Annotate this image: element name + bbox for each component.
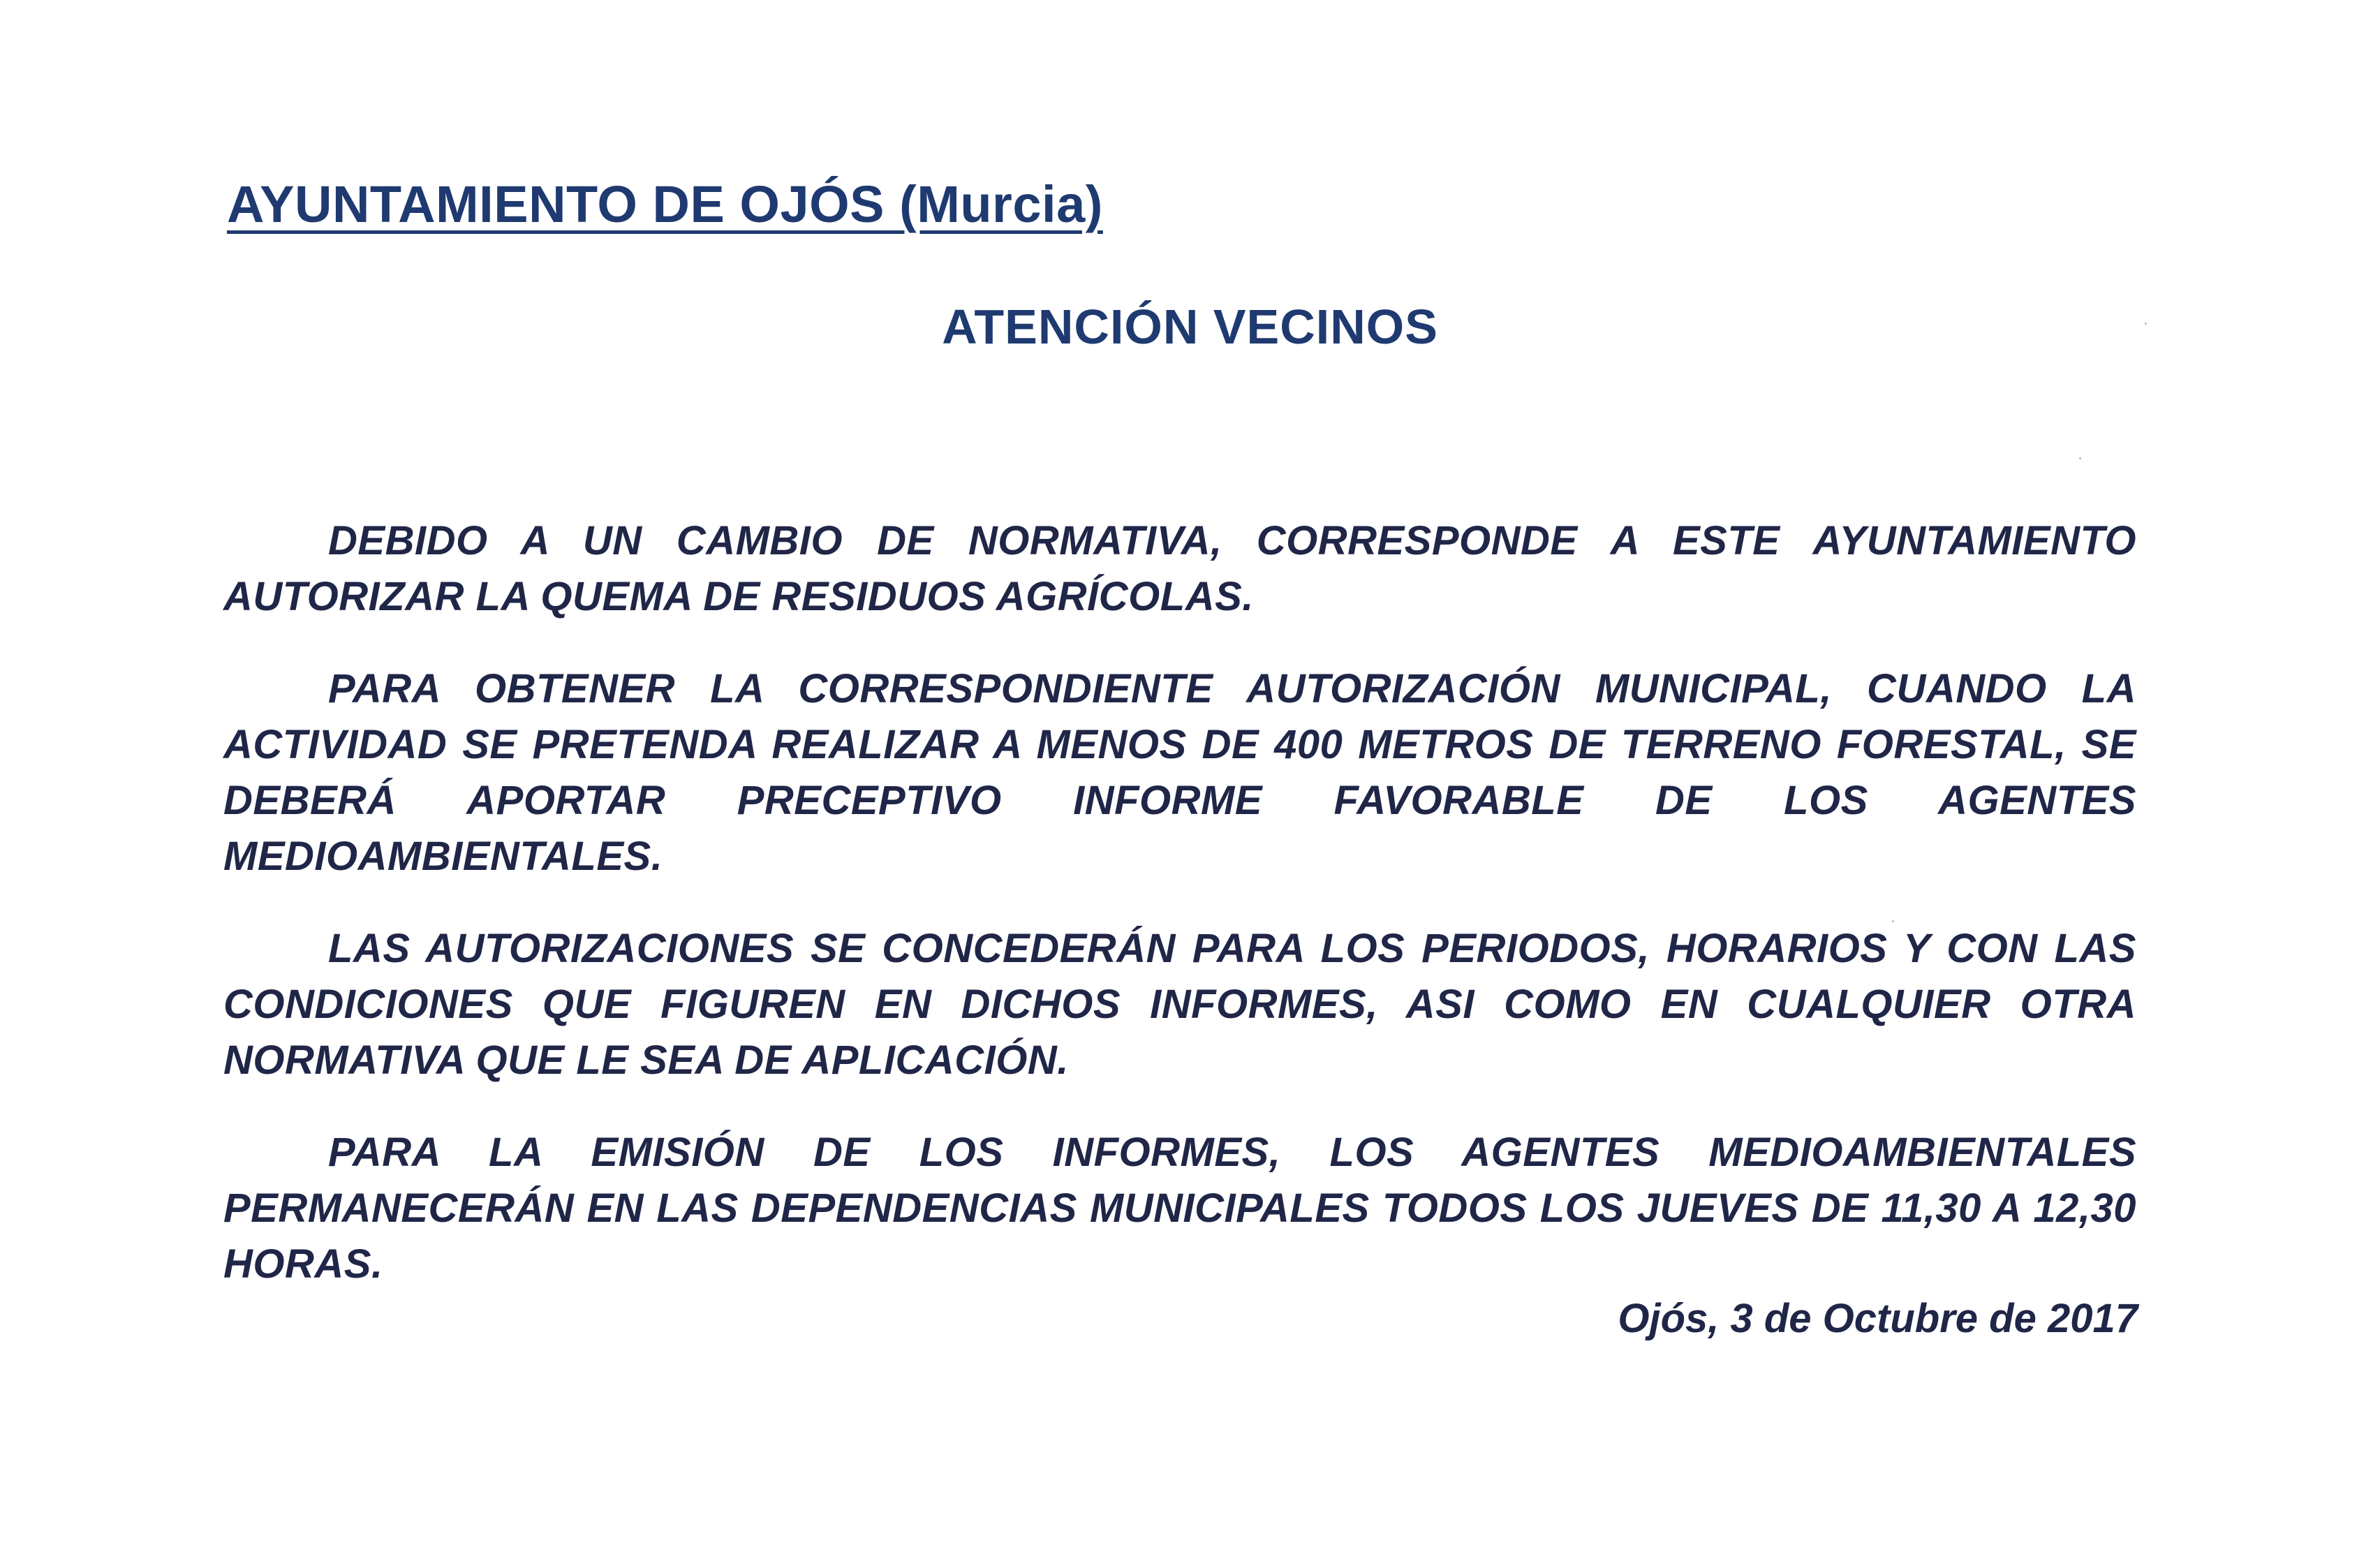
notice-body: [223, 513, 2136, 1329]
scan-speck: [2145, 323, 2147, 325]
paragraph-regulation-change: DEBIDO A UN CAMBIO DE NORMATIVA, CORRESPONDE A ESTE AYUNTAMIENTO AUTORIZAR LA QUEMA DE RESIDUOS AGRÍCOLAS.: [223, 518, 2136, 619]
paragraph-report-schedule: PARA LA EMISIÓN DE LOS INFORMES, LOS AGENTES MEDIOAMBIENTALES PERMANECERÁN EN LAS DEPENDENCIAS MUNICIPALES TODOS LOS JUEVES DE 11,30 A 12,30 HORAS.: [223, 1130, 2136, 1287]
date-signature: Ojós, 3 de Octubre de 2017: [1618, 1296, 2138, 1341]
notice-heading: ATENCIÓN VECINOS: [942, 300, 1438, 354]
paragraph-authorization-requirements: PARA OBTENER LA CORRESPONDIENTE AUTORIZACIÓN MUNICIPAL, CUANDO LA ACTIVIDAD SE PRETENDA REALIZAR A MENOS DE 400 METROS DE TERRENO FORESTAL, SE DEBERÁ APORTAR PRECEPTIVO INFORME FAVORABLE DE LOS AGENTES MEDIOAMBIENTALES.: [223, 666, 2136, 879]
organization-title: AYUNTAMIENTO DE OJÓS (Murcia): [227, 175, 1103, 233]
scan-speck: [2079, 457, 2081, 459]
scan-speck: [1892, 920, 1894, 922]
paragraph-authorization-conditions: LAS AUTORIZACIONES SE CONCEDERÁN PARA LOS PERIODOS, HORARIOS Y CON LAS CONDICIONES QUE FIGUREN EN DICHOS INFORMES, ASI COMO EN CUALQUIER OTRA NORMATIVA QUE LE SEA DE APLICACIÓN.: [223, 926, 2136, 1083]
